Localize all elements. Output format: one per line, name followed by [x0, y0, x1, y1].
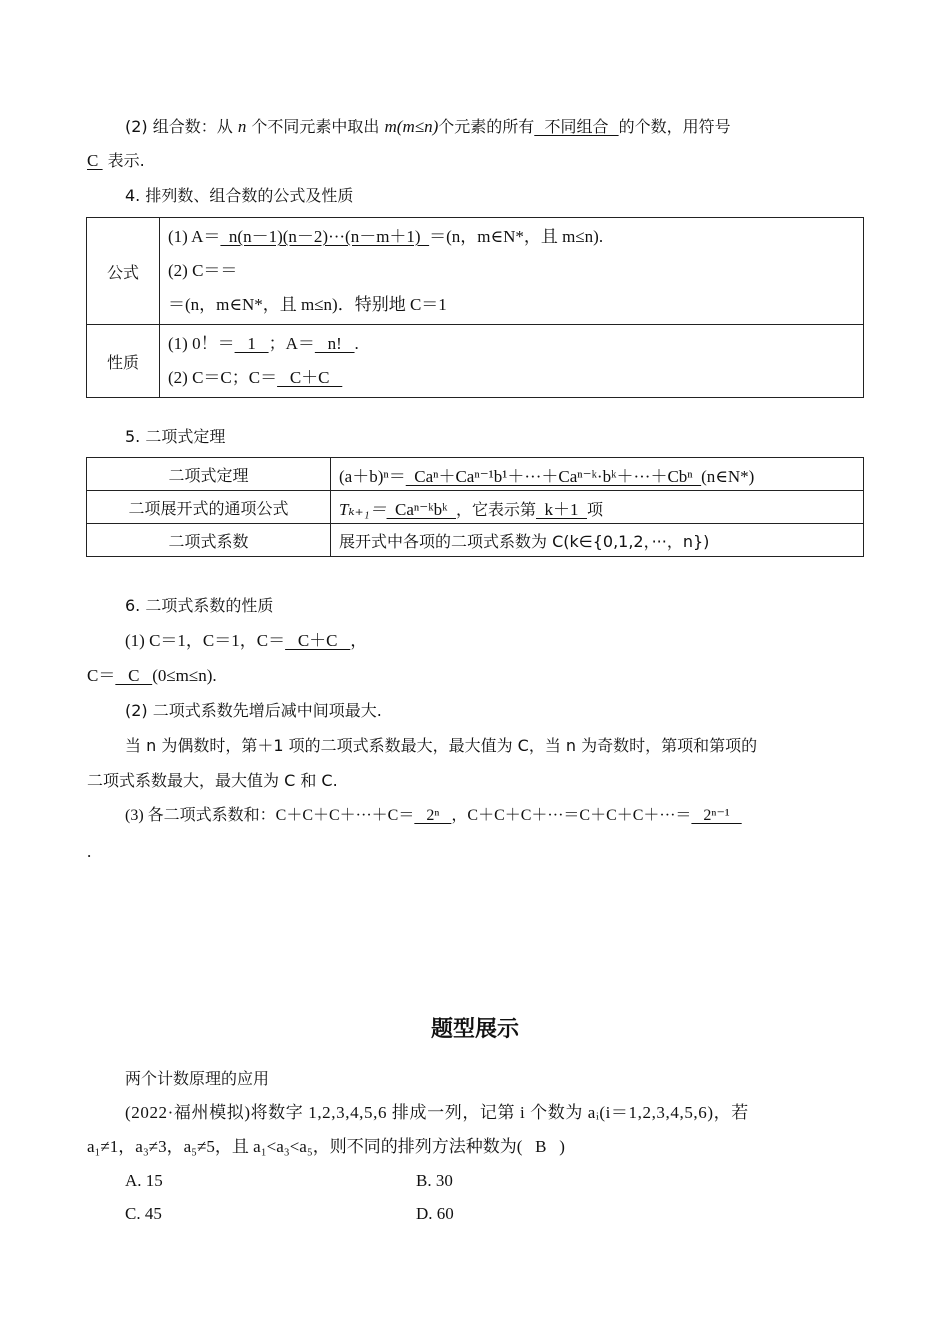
section-6-title: 6. 二项式系数的性质	[125, 596, 274, 615]
formula-cell	[160, 218, 864, 325]
blank-answer: 2ⁿ	[414, 807, 452, 824]
property-line: (1) C＝1，C＝1，C＝ C＋C ，	[125, 631, 368, 650]
property-line-2: (2) C＝C；C＝ C＋C	[168, 368, 343, 387]
blank-answer: 1	[234, 334, 269, 353]
blank-answer: Caⁿ＋Caⁿ⁻¹b¹＋···＋Caⁿ⁻ᵏ·bᵏ＋···＋Cbⁿ	[405, 466, 702, 486]
blank-answer: Caⁿ⁻ᵏbᵏ	[386, 499, 456, 519]
option-c: C. 45	[125, 1204, 162, 1223]
blank-answer: k＋1	[536, 499, 587, 519]
blank-answer: 不同组合	[534, 117, 619, 136]
blank-answer: C	[115, 666, 153, 685]
binomial-table	[86, 457, 864, 557]
table-row: 二项式系数 展开式中各项的二项式系数为 C(k∈{0,1,2，···，n})	[87, 524, 864, 557]
example-question-line1: (2022·福州模拟)将数字 1,2,3,4,5,6 排成一列，记第 i 个数为 aᵢ(i＝1,2,3,4,5,6)，若	[125, 1103, 749, 1122]
blank-answer: n!	[314, 334, 355, 353]
combination-definition-line1: (2) 组合数：从 n 个不同元素中取出 m(m≤n)个元素的所有 不同组合 的个数，用符号	[125, 117, 731, 136]
blank-answer: C	[87, 151, 103, 170]
table-row: 二项展开式的通项公式 Tₖ₊₁＝ Caⁿ⁻ᵏbᵏ ，它表示第 k＋1 项	[87, 491, 864, 524]
property-line: C＝ C (0≤m≤n).	[87, 666, 217, 685]
formula-line-3: ＝(n，m∈N*，且 m≤n)．特别地 C＝1	[168, 295, 447, 314]
combination-definition-line2: C 表示.	[87, 151, 145, 170]
answer: B	[522, 1137, 560, 1156]
option-a: A. 15	[125, 1171, 163, 1190]
section-5-title: 5. 二项式定理	[125, 427, 226, 446]
property-cell	[160, 325, 864, 398]
example-question-line2: a₁≠1，a₃≠3，a₅≠5，且 a₁<a₃<a₅，则不同的排列方法种数为( B )	[87, 1137, 565, 1156]
row-head-property: 性质	[87, 325, 160, 398]
property-line: 当 n 为偶数时，第＋1 项的二项式系数最大，最大值为 C，当 n 为奇数时，第项和第项的	[125, 736, 758, 755]
formula-line-1: (1) A＝ n(n－1)(n－2)···(n－m＋1) ＝(n，m∈N*，且 m≤n).	[168, 227, 604, 246]
property-line: (3) 各二项式系数和：C＋C＋C＋···＋C＝ 2ⁿ ，C＋C＋C＋···＝C＋C＋C＋···＝ 2ⁿ⁻¹	[125, 807, 742, 824]
formula-table	[86, 217, 864, 398]
property-line: 二项式系数最大，最大值为 C 和 C.	[87, 771, 338, 790]
option-row	[125, 1202, 865, 1226]
table-row	[87, 325, 864, 398]
example-topic: 两个计数原理的应用	[125, 1069, 270, 1088]
option-row	[125, 1169, 865, 1193]
property-line-1: (1) 0！＝ 1 ；A＝ n! .	[168, 334, 359, 353]
section-heading: 题型展示	[430, 1017, 519, 1042]
property-line: (2) 二项式系数先增后减中间项最大.	[125, 701, 382, 720]
section-4-title: 4. 排列数、组合数的公式及性质	[125, 186, 354, 205]
blank-answer: C＋C	[277, 368, 343, 387]
blank-answer: 2ⁿ⁻¹	[691, 807, 742, 824]
row-head-formula: 公式	[87, 218, 160, 325]
option-b: B. 30	[416, 1171, 453, 1190]
option-d: D. 60	[416, 1204, 454, 1223]
formula-line-2: (2) C＝＝	[168, 261, 238, 280]
table-row	[87, 218, 864, 325]
table-row: 二项式定理 (a＋b)ⁿ＝ Caⁿ＋Caⁿ⁻¹b¹＋···＋Caⁿ⁻ᵏ·bᵏ＋···＋Cbⁿ (n∈N*)	[87, 458, 864, 491]
blank-answer: n(n－1)(n－2)···(n－m＋1)	[220, 227, 430, 246]
trailing-period: .	[87, 842, 92, 861]
blank-answer: C＋C	[285, 631, 351, 650]
